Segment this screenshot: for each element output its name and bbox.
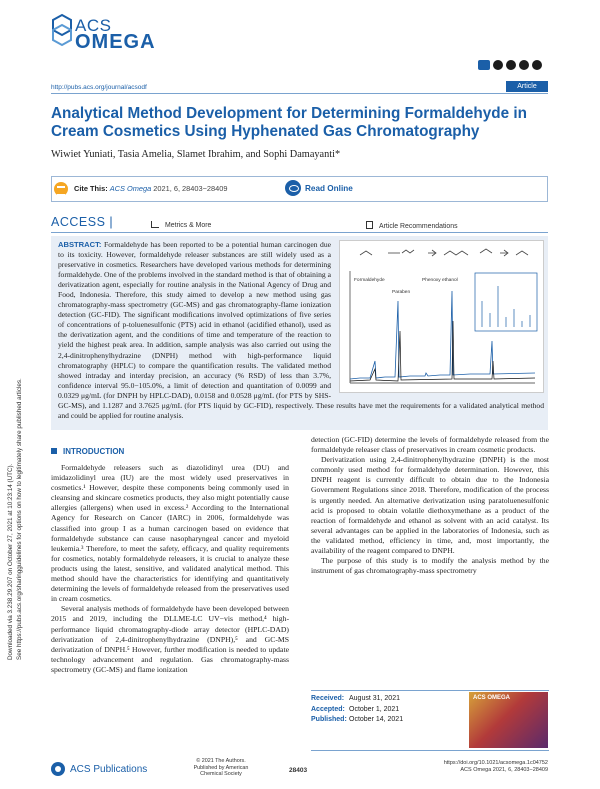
intro-paragraph-2: Several analysis methods of formaldehyde have been developed between 2015 and 2019, including the DLLME-LC UV−vis method,⁴ high-performance liquid chromatography-diode array detector (HPLC-DAD) derivatization of 2,4-dinitrophenylhydrazine (DNPH),⁵ and GC-MS derivatization of DNPH.⁵ However, further modification is needed to update technology advancement and regulation. Gas chromatography-mass spectrometry (GC-MS) and flame ionization <box>51 604 289 674</box>
publication-dates <box>311 694 411 726</box>
read-online-link[interactable]: Read Online <box>305 184 353 193</box>
intro-paragraph-4: Derivatization using 2,4-dinitrophenylhydrazine (DNPH) is the most commonly used method for formaldehyde determination. However, this DNPH reagent is currently difficult to obtain due to the Indonesia Government Regulations since 2018. Therefore, modification of the process is urgently needed. An alternative derivatization using paratoluenesulfonic acid is proposed to obtain volatile diethoxymethane as a product of the reaction of formaldehyde and ethanol as solvent with an acid catalyst. Its several advantages can be applied in the laboratories of Indonesia, such as the validated method, efficiency in time, and, most importantly, the availability of the reagent compared to DNPH. <box>311 455 549 556</box>
access-divider <box>51 232 548 233</box>
download-note: Downloaded via 3.238.29.207 on October 27, 2021 at 10:23:14 (UTC). <box>7 463 14 660</box>
intro-paragraph-5: The purpose of this study is to modify the analysis method by the instrument of gas chromatography-mass spectrometry <box>311 556 549 576</box>
document-icon <box>366 221 373 229</box>
read-online-icon[interactable] <box>285 180 301 196</box>
received-label: Received: <box>311 695 345 702</box>
published-label: Published: <box>311 716 347 723</box>
acs-open-access-icon <box>478 60 490 70</box>
chromatogram-graphic <box>340 241 543 392</box>
by-icon <box>506 60 516 70</box>
peak-label-formaldehyde: Formaldehyde <box>354 278 385 283</box>
journal-reference: ACS Omega 2021, 6, 28403−28409 <box>460 767 548 773</box>
article-type-badge: Article <box>506 81 548 92</box>
quote-icon <box>54 182 68 196</box>
peak-label-phenoxyethanol: Phenoxy ethanol <box>422 278 458 283</box>
nd-icon <box>532 60 542 70</box>
toc-graphic <box>339 240 544 393</box>
publisher-logo[interactable] <box>51 762 147 776</box>
recommendations-label: Article Recommendations <box>379 223 458 230</box>
copyright-notice: © 2021 The Authors. Published by American Chemical Society <box>193 758 249 778</box>
cite-ref: 2021, 6, 28403−28409 <box>153 184 228 193</box>
access-bar <box>51 215 548 232</box>
accepted-date: October 1, 2021 <box>349 705 400 713</box>
header-divider <box>51 93 548 94</box>
author-list: Wiwiet Yuniati, Tasia Amelia, Slamet Ibrahim, and Sophi Damayanti* <box>51 149 341 160</box>
abstract-text: Formaldehyde has been reported to be a potential human carcinogen due to its toxicity. However, formaldehyde releaser substances are still widely used as a preservative in cosmetics. Researchers have developed various methods for determining formaldehyde. One of the problems involved in the standard method is that of obtaining a derivatization agent, especially for routine analysis in the National Agency of Drug and Food, Indonesia. Therefore, this study aimed to develop a new method using gas chromatography-mass spectrometry (GC-MS) and gas chromatography-flame ionization detection (GC-FID). The significant modifications involved optimizations of five series of concentrations of p-toluenesulfonic (PTS) acid in ethanol (acidified ethanol), used as the derivatization agent, and the conditions of time and temperature of the reaction to yield the highest peak area. In addition, sample analysis was also carried out using the 2,4-dinitrophenylhydrazine (DNPH) method with high-performance liquid chromatography (HPLC) to compare the quantification results. The validated method showed intraday and interday precision, an accuracy (% RSD) of less than 3.7%, confidence interval 95.0−105.0%, a limit of detection and quantitation of 0.0099 and 0.0329 μg/mL (for DNPH by HPLC-DAD), 0.0158 and 0.0528 μg/mL (for PTS by SHS-GC-MS), and 1.1287 and 3.7625 μg/mL (for PTS liquid by GC-FID), respectively. These results have met the requirements for a validated analytical method and could be applied for routine analysis. <box>58 240 544 420</box>
journal-url[interactable]: http://pubs.acs.org/journal/acsodf <box>51 84 147 91</box>
abstract <box>58 240 544 421</box>
section-marker-icon <box>51 448 57 454</box>
logo-line2: OMEGA <box>75 31 156 53</box>
page-number: 28403 <box>289 767 308 774</box>
citation[interactable] <box>74 184 227 193</box>
cite-label: Cite This: <box>74 184 108 193</box>
doi-link[interactable]: https://doi.org/10.1021/acsomega.1c04752 <box>443 760 548 766</box>
bar-chart-icon <box>151 221 159 228</box>
metrics-link[interactable] <box>151 220 211 229</box>
publisher-name: ACS Publications <box>70 763 148 775</box>
metrics-label: Metrics & More <box>165 222 212 229</box>
doi-block <box>416 760 548 774</box>
journal-logo[interactable] <box>51 13 191 59</box>
cc-icon <box>493 60 503 70</box>
introduction-heading: INTRODUCTION <box>51 447 124 456</box>
dates-divider-bottom <box>311 750 549 751</box>
acs-publications-icon <box>51 762 65 776</box>
published-date: October 14, 2021 <box>349 716 404 723</box>
right-column <box>311 435 549 576</box>
cite-journal: ACS Omega <box>109 184 152 193</box>
access-label: ACCESS | <box>51 215 114 229</box>
journal-cover-thumbnail[interactable] <box>469 692 548 748</box>
dates-divider-top <box>311 690 549 691</box>
nc-icon <box>519 60 529 70</box>
cover-title: ACS OMEGA <box>473 695 511 701</box>
peak-label-paraben: Paraben <box>392 290 411 295</box>
license-icons <box>478 60 542 70</box>
recommendations-link[interactable] <box>366 220 458 230</box>
logo-line1: ACS <box>75 16 112 35</box>
acs-hex-icon <box>51 13 73 47</box>
intro-paragraph-1: Formaldehyde releasers such as diazolidinyl urea (DU) and imidazolidinyl urea (IU) are the most widely used preservatives in cosmetics.¹ However, despite these components being commonly used in cleansing and skincare cosmetics products, they also might potentially cause allergies (allergens) when used in excess.² According to the International Agency for Research on Cancer (IARC) in 2006, formaldehyde was classified into group I as a human carcinogen based on evidence that formaldehyde substance can cause nasopharyngeal cancer and myeloid leukemia.³ Therefore, to meet the safety, efficacy, and quality requirements for cosmetics, notably formaldehyde releasers, it is crucial to analyze these products using the latest, sensitive, and validated analytical method. This method should have the characteristics for identifying and quantitatively determining the levels of formaldehyde released from the preservatives used in cream cosmetics. <box>51 463 289 604</box>
left-column <box>51 463 289 675</box>
received-date: August 31, 2021 <box>349 695 400 702</box>
accepted-label: Accepted: <box>311 705 345 713</box>
sharing-note: See https://pubs.acs.org/sharingguidelines for options on how to legitimately share published articles. <box>16 378 23 660</box>
article-title: Analytical Method Development for Determining Formaldehyde in Cream Cosmetics Using Hyphenated Gas Chromatography <box>51 105 527 140</box>
download-notice <box>2 250 28 660</box>
intro-paragraph-3: detection (GC-FID) determine the levels of formaldehyde released from the formaldehyde releaser class of preservatives in cream cosmetic products. <box>311 435 549 455</box>
abstract-label: ABSTRACT: <box>58 240 102 249</box>
